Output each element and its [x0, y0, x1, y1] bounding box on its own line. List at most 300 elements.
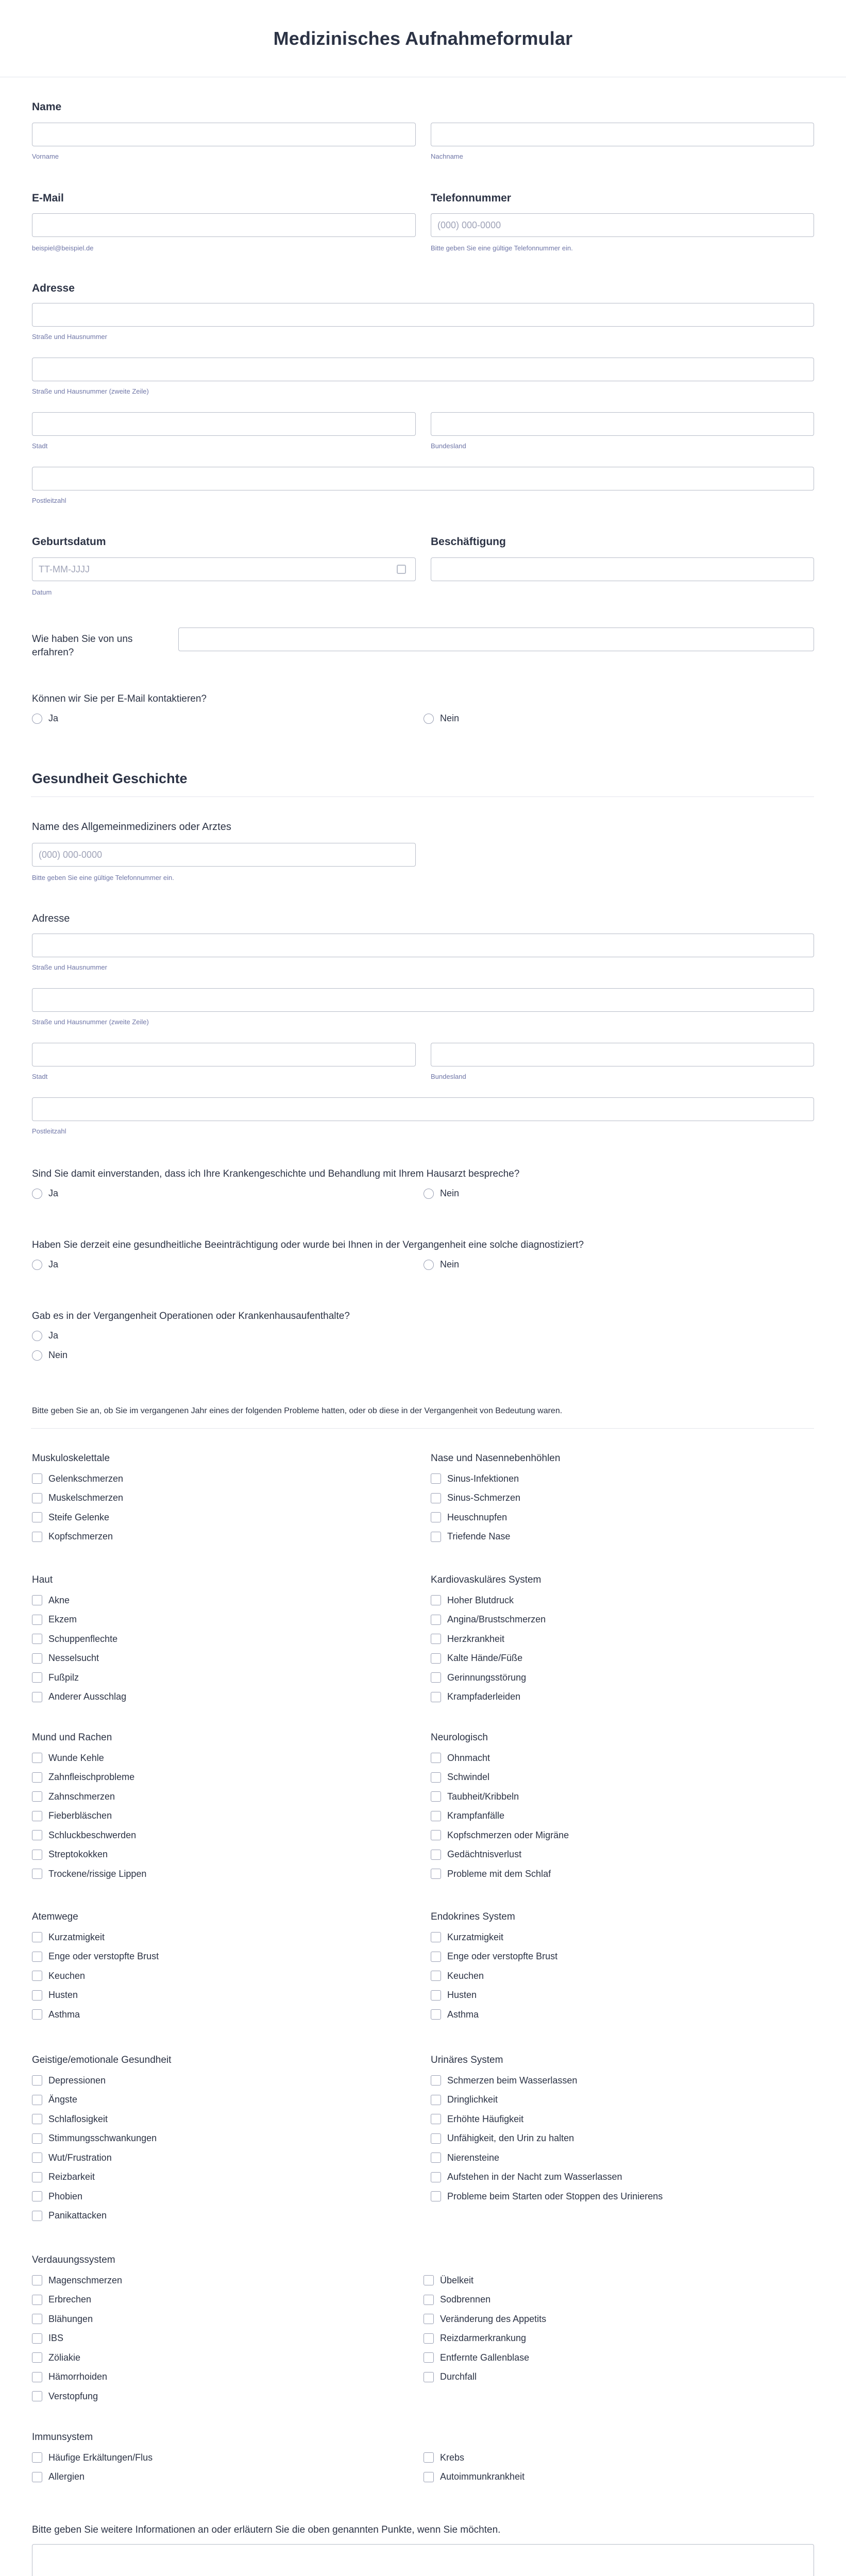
- checkbox-option[interactable]: [32, 2370, 107, 2384]
- radio-label: Nein: [440, 1259, 460, 1269]
- checkbox-option[interactable]: [424, 2350, 529, 2365]
- checkbox-label: Schmerzen beim Wasserlassen: [447, 2075, 578, 2086]
- checkbox-box: [431, 1615, 441, 1625]
- checkbox-box: [32, 1990, 42, 2001]
- checkbox-option[interactable]: [431, 2170, 622, 2184]
- checkbox-label: Gedächtnisverlust: [447, 1849, 522, 1859]
- group-title: Mund und Rachen: [32, 1732, 112, 1743]
- checkbox-box: [32, 1772, 42, 1783]
- impair-label: Haben Sie derzeit eine gesundheitliche Beeinträchtigung oder wurde bei Ihnen in der Vergangenheit eine solche diagnostiziert?: [32, 1240, 584, 1250]
- checkbox-box: [431, 1653, 441, 1664]
- checkbox-option[interactable]: [32, 2112, 108, 2126]
- checkbox-box: [32, 1971, 42, 1981]
- checkbox-box: [431, 1634, 441, 1644]
- checkbox-box: [32, 1672, 42, 1683]
- checkbox-option[interactable]: [431, 2131, 574, 2146]
- checkbox-label: Nierensteine: [447, 2152, 500, 2163]
- checkbox-box: [32, 1932, 42, 1942]
- checkbox-option[interactable]: [32, 1751, 104, 1765]
- group-title: Verdauungssystem: [32, 2255, 115, 2265]
- checkbox-option[interactable]: [431, 1828, 569, 1842]
- checkbox-box: [431, 1512, 441, 1522]
- doctor-address-label: Adresse: [32, 913, 70, 924]
- checkbox-box: [32, 2333, 42, 2344]
- checkbox-box: [431, 1990, 441, 2001]
- doctor-city-input[interactable]: [32, 1043, 416, 1066]
- checkbox-option[interactable]: [431, 1930, 503, 1944]
- checkbox-label: Blähungen: [48, 2313, 93, 2324]
- checkbox-label: Phobien: [48, 2191, 83, 2201]
- checkbox-label: Reizdarmerkrankung: [440, 2333, 527, 2343]
- checkbox-label: Dringlichkeit: [447, 2094, 498, 2105]
- checkbox-option[interactable]: [32, 1632, 117, 1646]
- checkbox-box: [32, 2133, 42, 2144]
- checkbox-option[interactable]: [424, 2450, 464, 2465]
- doctor-state-input[interactable]: [431, 1043, 814, 1066]
- checkbox-label: Stimmungsschwankungen: [48, 2133, 157, 2143]
- checkbox-label: Zahnfleischprobleme: [48, 1772, 135, 1782]
- checkbox-label: Akne: [48, 1595, 70, 1605]
- consent-no-radio[interactable]: [424, 1188, 459, 1199]
- checkbox-option[interactable]: [32, 1950, 159, 1964]
- checkbox-option[interactable]: [32, 2150, 112, 2165]
- checkbox-option[interactable]: [431, 1471, 519, 1486]
- checkbox-label: Hämorrhoiden: [48, 2371, 108, 2382]
- name-label: Name: [32, 101, 62, 113]
- checkbox-option[interactable]: [32, 1867, 146, 1881]
- checkbox-label: Ekzem: [48, 1614, 77, 1624]
- checkbox-box: [431, 1850, 441, 1860]
- doctor-state-sublabel: Bundesland: [431, 1073, 466, 1080]
- checkbox-option[interactable]: [431, 2189, 663, 2204]
- checkbox-label: Erbrechen: [48, 2294, 92, 2304]
- checkbox-box: [32, 2095, 42, 2105]
- checkbox-option[interactable]: [424, 2470, 524, 2484]
- checkbox-box: [32, 1615, 42, 1625]
- dob-label: Geburtsdatum: [32, 536, 106, 548]
- street-input[interactable]: [32, 303, 814, 327]
- checkbox-option[interactable]: [32, 1988, 78, 2003]
- checkbox-option[interactable]: [32, 2389, 98, 2403]
- checkbox-box: [424, 2352, 434, 2363]
- checkbox-option[interactable]: [431, 1950, 557, 1964]
- checkbox-box: [431, 1493, 441, 1503]
- checkbox-label: Kurzatmigkeit: [48, 1931, 105, 1942]
- checkbox-box: [431, 1830, 441, 1840]
- contact-label: Können wir Sie per E-Mail kontaktieren?: [32, 693, 207, 704]
- checkbox-box: [431, 2114, 441, 2124]
- source-input[interactable]: [178, 628, 814, 651]
- checkbox-box: [32, 1634, 42, 1644]
- checkbox-option[interactable]: [431, 2093, 498, 2107]
- checkbox-box: [32, 2172, 42, 2182]
- checkbox-label: Husten: [447, 1990, 477, 2000]
- checkbox-option[interactable]: [431, 1969, 484, 1983]
- checkbox-box: [32, 2153, 42, 2163]
- checkbox-box: [424, 2452, 434, 2463]
- checkbox-box: [32, 2114, 42, 2124]
- checkbox-box: [32, 2314, 42, 2324]
- checkbox-label: Zöliakie: [48, 2352, 81, 2363]
- checkbox-box: [431, 2153, 441, 2163]
- checkbox-label: Schluckbeschwerden: [48, 1829, 137, 1840]
- checkbox-option[interactable]: [431, 1651, 522, 1666]
- checkbox-option[interactable]: [32, 2093, 77, 2107]
- doctor-zip-input[interactable]: [32, 1097, 814, 1121]
- checkbox-option[interactable]: [32, 2007, 80, 2022]
- checkbox-box: [32, 1830, 42, 1840]
- checkbox-option[interactable]: [431, 1751, 490, 1765]
- phone-input[interactable]: (000) 000-0000: [431, 213, 814, 237]
- dob-input[interactable]: TT-MM-JJJJ: [32, 557, 416, 581]
- checkbox-option[interactable]: [32, 2189, 82, 2204]
- problems-intro: Bitte geben Sie an, ob Sie im vergangenen Jahr eines der folgenden Probleme hatten, oder ob diese in der Vergangenheit von Bedeutung waren.: [32, 1406, 563, 1415]
- state-input[interactable]: [431, 412, 814, 436]
- checkbox-box: [32, 1493, 42, 1503]
- checkbox-label: Fußpilz: [48, 1672, 79, 1683]
- checkbox-box: [431, 2075, 441, 2086]
- checkbox-label: Unfähigkeit, den Urin zu halten: [447, 2133, 574, 2143]
- checkbox-option[interactable]: [32, 1593, 70, 1607]
- checkbox-label: Enge oder verstopfte Brust: [48, 1951, 159, 1961]
- checkbox-option[interactable]: [424, 2331, 526, 2346]
- radio-circle: [424, 1189, 434, 1199]
- more-info-label: Bitte geben Sie weitere Informationen an oder erläutern Sie die oben genannten Punkte, wenn Sie möchten.: [32, 2524, 501, 2535]
- checkbox-option[interactable]: [32, 2293, 91, 2307]
- checkbox-option[interactable]: [431, 1510, 507, 1524]
- checkbox-label: Hoher Blutdruck: [447, 1595, 514, 1605]
- radio-label: Nein: [440, 713, 460, 723]
- checkbox-option[interactable]: [32, 1471, 123, 1486]
- phone-sublabel: Bitte geben Sie eine gültige Telefonnummer ein.: [431, 244, 573, 252]
- checkbox-option[interactable]: [32, 1789, 115, 1804]
- checkbox-option[interactable]: [431, 2073, 577, 2088]
- checkbox-label: Herzkrankheit: [447, 1633, 505, 1644]
- address-label: Adresse: [32, 282, 75, 294]
- checkbox-label: Enge oder verstopfte Brust: [447, 1951, 558, 1961]
- last-name-sublabel: Nachname: [431, 152, 463, 160]
- checkbox-box: [32, 1692, 42, 1702]
- radio-label: Ja: [48, 713, 59, 723]
- checkbox-option[interactable]: [431, 1848, 521, 1862]
- radio-circle: [424, 714, 434, 724]
- checkbox-option[interactable]: [32, 2450, 153, 2465]
- checkbox-option[interactable]: [32, 2470, 84, 2484]
- checkbox-box: [32, 1791, 42, 1802]
- phone-label: Telefonnummer: [431, 192, 511, 204]
- checkbox-box: [431, 1932, 441, 1942]
- checkbox-label: Schwindel: [447, 1772, 490, 1782]
- radio-label: Nein: [48, 1350, 68, 1360]
- checkbox-box: [431, 2095, 441, 2105]
- checkbox-option[interactable]: [32, 1848, 108, 1862]
- checkbox-option[interactable]: [32, 1670, 79, 1685]
- checkbox-box: [431, 2172, 441, 2182]
- checkbox-label: Erhöhte Häufigkeit: [447, 2113, 524, 2124]
- checkbox-label: Depressionen: [48, 2075, 106, 2086]
- checkbox-box: [424, 2472, 434, 2482]
- checkbox-box: [424, 2314, 434, 2324]
- checkbox-option[interactable]: [32, 2312, 93, 2326]
- radio-circle: [32, 714, 42, 724]
- checkbox-label: Angina/Brustschmerzen: [447, 1614, 546, 1624]
- checkbox-option[interactable]: [32, 1491, 123, 1505]
- checkbox-option[interactable]: [431, 2150, 499, 2165]
- last-name-input[interactable]: [431, 123, 814, 146]
- state-sublabel: Bundesland: [431, 442, 466, 450]
- dob-sublabel: Datum: [32, 588, 52, 596]
- radio-circle: [32, 1331, 42, 1341]
- checkbox-label: Asthma: [48, 2009, 80, 2020]
- checkbox-label: Fieberbläschen: [48, 1810, 112, 1821]
- checkbox-box: [431, 1753, 441, 1763]
- checkbox-option[interactable]: [431, 2007, 479, 2022]
- checkbox-label: Schlaflosigkeit: [48, 2113, 108, 2124]
- checkbox-option[interactable]: [431, 1867, 551, 1881]
- checkbox-label: Gelenkschmerzen: [48, 1473, 124, 1484]
- checkbox-box: [431, 1869, 441, 1879]
- checkbox-box: [424, 2275, 434, 2285]
- group-title: Atemwege: [32, 1911, 78, 1922]
- checkbox-box: [32, 2191, 42, 2201]
- first-name-input[interactable]: [32, 123, 416, 146]
- city-sublabel: Stadt: [32, 442, 48, 450]
- checkbox-option[interactable]: [431, 2112, 523, 2126]
- doctor-zip-sublabel: Postleitzahl: [32, 1127, 66, 1135]
- checkbox-option[interactable]: [424, 2293, 490, 2307]
- checkbox-box: [32, 1512, 42, 1522]
- checkbox-label: Ohnmacht: [447, 1752, 490, 1763]
- checkbox-option[interactable]: [32, 1809, 112, 1823]
- group-title: Haut: [32, 1574, 53, 1585]
- checkbox-box: [32, 1952, 42, 1962]
- checkbox-label: Übelkeit: [440, 2275, 474, 2285]
- checkbox-label: Husten: [48, 1990, 78, 2000]
- checkbox-option[interactable]: [431, 1789, 519, 1804]
- surgery-no-radio[interactable]: [32, 1350, 67, 1361]
- history-divider: [31, 796, 814, 797]
- checkbox-box: [431, 1692, 441, 1702]
- problems-divider: [31, 1428, 814, 1429]
- zip-input[interactable]: [32, 467, 814, 490]
- consent-label: Sind Sie damit einverstanden, dass ich Ihre Krankengeschichte und Behandlung mit Ihrem Hausarzt bespreche?: [32, 1168, 520, 1179]
- checkbox-box: [431, 1532, 441, 1542]
- checkbox-option[interactable]: [32, 2273, 122, 2287]
- source-label: Wie haben Sie von uns erfahren?: [32, 634, 133, 658]
- job-label: Beschäftigung: [431, 536, 506, 548]
- doctor-street2-input[interactable]: [32, 988, 814, 1012]
- checkbox-option[interactable]: [32, 2170, 95, 2184]
- checkbox-label: Magenschmerzen: [48, 2275, 123, 2285]
- checkbox-box: [431, 1772, 441, 1783]
- street2-input[interactable]: [32, 358, 814, 381]
- form-header: [0, 0, 846, 77]
- checkbox-box: [32, 2472, 42, 2482]
- checkbox-label: Kalte Hände/Füße: [447, 1653, 523, 1663]
- checkbox-box: [431, 1971, 441, 1981]
- doctor-sublabel: Bitte geben Sie eine gültige Telefonnummer ein.: [32, 874, 174, 882]
- doctor-input[interactable]: (000) 000-0000: [32, 843, 416, 867]
- checkbox-option[interactable]: [32, 1969, 85, 1983]
- checkbox-label: Taubheit/Kribbeln: [447, 1791, 519, 1802]
- checkbox-option[interactable]: [32, 2350, 80, 2365]
- checkbox-box: [32, 2009, 42, 2020]
- checkbox-option[interactable]: [431, 1530, 510, 1544]
- checkbox-label: Autoimmunkrankheit: [440, 2471, 525, 2482]
- checkbox-label: Panikattacken: [48, 2210, 107, 2221]
- checkbox-box: [32, 1850, 42, 1860]
- checkbox-label: Kopfschmerzen: [48, 1531, 113, 1541]
- checkbox-box: [32, 2295, 42, 2305]
- checkbox-box: [431, 2009, 441, 2020]
- checkbox-option[interactable]: [431, 1491, 520, 1505]
- radio-label: Ja: [48, 1259, 59, 1269]
- checkbox-box: [32, 2372, 42, 2382]
- doctor-street-sublabel: Straße und Hausnummer: [32, 963, 107, 971]
- email-sublabel: beispiel@beispiel.de: [32, 244, 94, 252]
- checkbox-option[interactable]: [431, 1670, 526, 1685]
- checkbox-option[interactable]: [32, 1613, 77, 1627]
- checkbox-label: Anderer Ausschlag: [48, 1691, 127, 1702]
- checkbox-option[interactable]: [32, 1651, 99, 1666]
- group-title: Urinäres System: [431, 2055, 503, 2065]
- checkbox-label: Muskelschmerzen: [48, 1493, 124, 1503]
- group-title: Endokrines System: [431, 1911, 515, 1922]
- checkbox-label: Reizbarkeit: [48, 2172, 95, 2182]
- more-info-textarea[interactable]: [32, 2544, 814, 2576]
- checkbox-option[interactable]: [32, 2209, 107, 2223]
- checkbox-option[interactable]: [32, 1930, 105, 1944]
- checkbox-box: [431, 1811, 441, 1821]
- radio-circle: [32, 1350, 42, 1361]
- checkbox-option[interactable]: [431, 1632, 504, 1646]
- checkbox-option[interactable]: [32, 1510, 109, 1524]
- checkbox-box: [431, 1952, 441, 1962]
- checkbox-box: [32, 2391, 42, 2401]
- history-heading: Gesundheit Geschichte: [32, 771, 188, 786]
- doctor-label: Name des Allgemeinmediziners oder Arztes: [32, 821, 231, 833]
- radio-label: Nein: [440, 1188, 460, 1198]
- checkbox-label: Gerinnungsstörung: [447, 1672, 527, 1683]
- checkbox-label: Zahnschmerzen: [48, 1791, 115, 1802]
- checkbox-box: [32, 2352, 42, 2363]
- checkbox-option[interactable]: [424, 2312, 546, 2326]
- checkbox-label: Wunde Kehle: [48, 1752, 104, 1763]
- contact-yes-radio[interactable]: [32, 713, 58, 724]
- checkbox-label: Aufstehen in der Nacht zum Wasserlassen: [447, 2172, 622, 2182]
- checkbox-option[interactable]: [424, 2370, 477, 2384]
- checkbox-option[interactable]: [32, 1530, 113, 1544]
- checkbox-box: [32, 1753, 42, 1763]
- group-title: Immunsystem: [32, 2432, 93, 2443]
- checkbox-box: [32, 1869, 42, 1879]
- checkbox-label: Krampfaderleiden: [447, 1691, 521, 1702]
- checkbox-option[interactable]: [431, 1593, 514, 1607]
- city-input[interactable]: [32, 412, 416, 436]
- zip-sublabel: Postleitzahl: [32, 497, 66, 504]
- first-name-sublabel: Vorname: [32, 152, 59, 160]
- radio-circle: [424, 1260, 434, 1270]
- checkbox-option[interactable]: [431, 1613, 546, 1627]
- checkbox-option[interactable]: [424, 2273, 473, 2287]
- radio-label: Ja: [48, 1188, 59, 1198]
- checkbox-label: Wut/Frustration: [48, 2152, 112, 2163]
- radio-circle: [32, 1189, 42, 1199]
- surgery-yes-radio[interactable]: [32, 1330, 58, 1341]
- checkbox-box: [431, 2133, 441, 2144]
- checkbox-box: [32, 1811, 42, 1821]
- group-title: Neurologisch: [431, 1732, 488, 1743]
- checkbox-label: Asthma: [447, 2009, 479, 2020]
- checkbox-label: Kopfschmerzen oder Migräne: [447, 1829, 569, 1840]
- checkbox-option[interactable]: [431, 1770, 489, 1785]
- checkbox-label: Keuchen: [447, 1970, 484, 1981]
- checkbox-option[interactable]: [32, 1770, 134, 1785]
- checkbox-label: Häufige Erkältungen/Flus: [48, 2452, 153, 2463]
- checkbox-option[interactable]: [431, 1988, 477, 2003]
- checkbox-box: [424, 2295, 434, 2305]
- checkbox-box: [32, 1532, 42, 1542]
- street2-sublabel: Straße und Hausnummer (zweite Zeile): [32, 387, 149, 395]
- checkbox-box: [32, 2452, 42, 2463]
- checkbox-label: Trockene/rissige Lippen: [48, 1868, 147, 1879]
- checkbox-box: [32, 2075, 42, 2086]
- contact-no-radio[interactable]: [424, 713, 459, 724]
- doctor-street-input[interactable]: [32, 934, 814, 957]
- calendar-icon[interactable]: [397, 565, 406, 574]
- checkbox-label: Sodbrennen: [440, 2294, 491, 2304]
- surgery-label: Gab es in der Vergangenheit Operationen oder Krankenhausaufenthalte?: [32, 1311, 350, 1321]
- group-title: Nase und Nasennebenhöhlen: [431, 1453, 561, 1464]
- checkbox-box: [32, 1653, 42, 1664]
- checkbox-label: Krebs: [440, 2452, 465, 2463]
- checkbox-label: Steife Gelenke: [48, 1512, 110, 1522]
- checkbox-box: [32, 2275, 42, 2285]
- checkbox-box: [431, 1791, 441, 1802]
- email-input[interactable]: [32, 213, 416, 237]
- checkbox-label: Sinus-Infektionen: [447, 1473, 519, 1484]
- checkbox-label: Allergien: [48, 2471, 85, 2482]
- consent-yes-radio[interactable]: [32, 1188, 58, 1199]
- checkbox-box: [431, 2191, 441, 2201]
- checkbox-option[interactable]: [431, 1690, 520, 1704]
- checkbox-box: [32, 1473, 42, 1484]
- checkbox-option[interactable]: [32, 1690, 126, 1704]
- checkbox-label: Probleme beim Starten oder Stoppen des Urinierens: [447, 2191, 663, 2201]
- impair-yes-radio[interactable]: [32, 1259, 58, 1270]
- checkbox-option[interactable]: [32, 2131, 157, 2146]
- checkbox-label: Krampfanfälle: [447, 1810, 505, 1821]
- checkbox-label: Streptokokken: [48, 1849, 108, 1859]
- job-input[interactable]: [431, 557, 814, 581]
- group-title: Kardiovaskuläres System: [431, 1574, 542, 1585]
- checkbox-box: [424, 2372, 434, 2382]
- impair-no-radio[interactable]: [424, 1259, 459, 1270]
- group-title: Geistige/emotionale Gesundheit: [32, 2055, 172, 2065]
- checkbox-option[interactable]: [32, 1828, 136, 1842]
- checkbox-label: Veränderung des Appetits: [440, 2313, 547, 2324]
- checkbox-label: Kurzatmigkeit: [447, 1931, 504, 1942]
- checkbox-option[interactable]: [431, 1809, 504, 1823]
- checkbox-label: IBS: [48, 2333, 64, 2343]
- street-sublabel: Straße und Hausnummer: [32, 333, 107, 341]
- doctor-city-sublabel: Stadt: [32, 1073, 48, 1080]
- radio-label: Ja: [48, 1330, 59, 1341]
- group-title: Muskuloskelettale: [32, 1453, 110, 1464]
- checkbox-option[interactable]: [32, 2331, 63, 2346]
- checkbox-label: Triefende Nase: [447, 1531, 511, 1541]
- checkbox-option[interactable]: [32, 2073, 106, 2088]
